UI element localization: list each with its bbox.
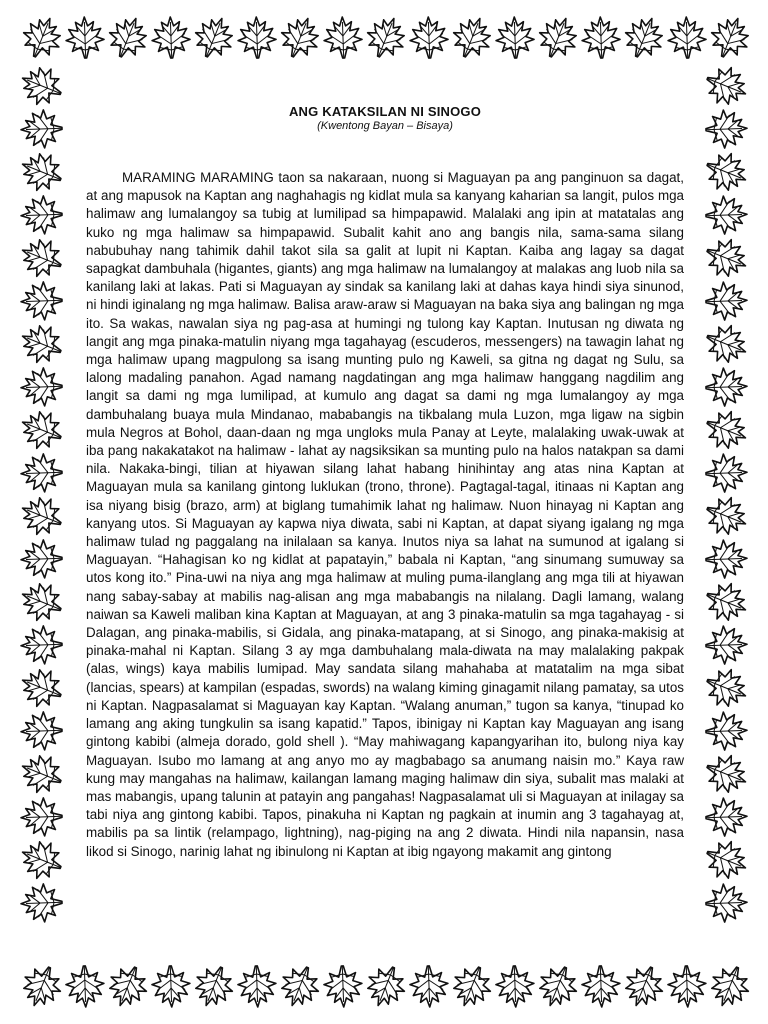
maple-leaf-icon [447,962,498,1010]
maple-leaf-icon [18,835,66,886]
maple-leaf-icon [189,14,240,62]
maple-leaf-icon [20,883,62,922]
maple-leaf-icon [705,195,747,234]
document-title: ANG KATAKSILAN NI SINOGO [288,104,482,119]
maple-leaf-icon [705,711,747,750]
maple-leaf-icon [323,965,362,1007]
maple-leaf-icon [409,16,448,58]
maple-leaf-icon [702,835,750,886]
maple-leaf-icon [581,965,620,1007]
maple-leaf-icon [702,663,750,714]
maple-leaf-icon [20,711,62,750]
maple-leaf-icon [103,14,154,62]
maple-leaf-icon [20,625,62,664]
maple-leaf-icon [18,147,66,198]
maple-leaf-icon [18,62,66,111]
maple-leaf-icon [151,16,190,58]
maple-leaf-icon [533,14,584,62]
document-body: MARAMING MARAMING taon sa nakaraan, nuong si Maguayan pa ang panginuon sa dagat, at ang mapusok na Kaptan ang naghahagis ng kidlat mula sa kanyang kaharian sa langit, pulos mga halimaw ang lumalangoy sa tubig at lumilipad sa himpapawid. Malalaki ang ipin at matatalas ang kuko ng mga halimaw sa himpapawid. Subalit kahit ano ang bangis nila, sama-sama silang nabubuhay nang tahimik dahil takot sila sa galit at lupit ni Kaptan. Kaiba ang lagay sa dagat sapagkat dambuhala (higantes, giants) ang mga halimaw na lumalangoy at malakas ang luob nila sa kanilang laki at lakas. Pati si Maguayan ay sindak sa kanilang laki at dahas kaya hindi siya sinunod, ni hindi iginalang ng mga halimaw. Balisa araw-araw si Maguayan na baka siya ang balingan ng mga ito. Sa wakas, nawalan siya ng pag-asa at humingi ng tulong kay Kaptan. Inutusan ng diwata ng langit ang mga pinaka-matulin niyang mga tagahayag (escuderos, messengers) na tawagin lahat ng mga halimaw upang magpulong sa isang munting pulo ng Kaweli, sa gitna ng dagat ng Sulu, sa lalong madaling panahon. Agad namang nagdatingan ang mga halimaw hanggang nagdilim ang langit sa dami ng mga lumilipad, at kumulo ang dagat sa dami ng mga lumalangoy ay mga dambuhalang buaya mula Mindanao, mababangis na tikbalang mula Luzon, mga ligaw na sigbin mula Negros at Bohol, daan-daan ng mga ungloks mula Panay at Leyte, malalaking uwak-uwak at iba pang nakakatakot na halimaw - lahat ay nagsiksikan sa munting pulo na halos natakpan sa dami nila. Nakaka-bingi, tilian at hiyawan silang lahat habang hinihintay ang atas nina Kaptan at Maguayan mula sa kanilang gintong luklukan (trono, throne). Pagtagal-tagal, itinaas ni Kaptan ang isa niyang bisig (brazo, arm) at biglang tumahimik lahat ng halimaw. Nuon hinayag ni Kaptan ang kanyang utos. Si Maguayan ay kapwa niya diwata, sabi ni Kaptan, at dapat siyang igalang ng mga halimaw tulad ng paggalang na inilalaan sa kanya. Inutos niya sa lahat na sumunod at igalang si Maguayan. “Hahagisan ko ng kidlat at papatayin,” babala ni Kaptan, “ang sinumang sumuway sa utos kong ito.” Pina-uwi na niya ang mga halimaw at muling puma-ilanglang ang mga tili at hiyawan nang sabay-sabay at mabilis nag-alisan ang mga mababangis na nilalang. Dagli lamang, walang naiwan sa Kaweli maliban kina Kaptan at Maguayan, at ang 3 pinaka-matulin sa mga tagahayag - si Dalagan, ang pinaka-mabilis, si Gidala, ang pinaka-matapang, at si Sinogo, ang pinaka-makisig at pinaka-mahal ni Kaptan. Silang 3 ay mga dambuhalang mala-diwata na may malalaking pakpak (alas, wings) kaya mabilis lumipad. May sandata silang mahahaba at matatalim na mga sibat (lancias, spears) at kampilan (espadas, swords) na walang kiming ginagamit nilang pamatay, sa utos ni Kaptan. Nagpasalamat si Maguayan kay Kaptan. “Walang anuman,” tugon sa kanya, “tinupad ko lamang ang aking tungkulin sa isang kapatid.” Tapos, ibinigay ni Kaptan kay Maguayan ang isang gintong kabibi (almeja dorado, gold shell ). “May mahiwagang kapangyarihan ito, bulong niya kay Maguayan. Isubo mo lamang at ang anyo mo ay magbabago sa anumang naisin mo.” Kaya raw kung may mangahas na halimaw, kailangan lamang maging halimaw din siya, subalit mas malaki at mas mabangis, upang talunin at patayin ang pangahas! Nagpasalamat uli si Maguayan at inilagay sa tabi niya ang gintong kabibi. Tapos, pinakuha ni Kaptan ng pagkain at inumin ang 3 tagahayag at, mabilis pa sa lintik (relampago, lightning), nag-piging na ang 2 diwata. Hindi nila napansin, nasa likod si Sinogo, narinig lahat ng ibinulong ni Kaptan at ibig ngayong makamit ang gintong [86,170,684,859]
maple-leaf-icon [667,965,706,1007]
document-content [86,104,684,874]
maple-leaf-icon [619,962,670,1010]
maple-leaf-icon [18,491,66,542]
maple-leaf-icon [361,14,412,62]
maple-leaf-icon [705,109,747,148]
maple-leaf-icon [65,16,104,58]
maple-leaf-icon [705,883,747,922]
maple-leaf-icon [18,663,66,714]
leaf-border-top [18,14,750,62]
maple-leaf-icon [619,14,670,62]
maple-leaf-icon [705,539,747,578]
maple-leaf-icon [18,319,66,370]
maple-leaf-icon [533,962,584,1010]
maple-leaf-icon [237,965,276,1007]
maple-leaf-icon [447,14,498,62]
leaf-border-right [702,62,750,962]
maple-leaf-icon [705,797,747,836]
maple-leaf-icon [275,962,326,1010]
maple-leaf-icon [705,367,747,406]
maple-leaf-icon [20,281,62,320]
maple-leaf-icon [65,965,104,1007]
leaf-border-left [18,62,66,962]
maple-leaf-icon [581,16,620,58]
maple-leaf-icon [20,109,62,148]
maple-leaf-icon [667,16,706,58]
maple-leaf-icon [275,14,326,62]
maple-leaf-icon [702,405,750,456]
maple-leaf-icon [103,962,154,1010]
maple-leaf-icon [18,577,66,628]
maple-leaf-icon [18,233,66,284]
maple-leaf-icon [20,367,62,406]
maple-leaf-icon [18,749,66,800]
maple-leaf-icon [702,491,750,542]
maple-leaf-icon [361,962,412,1010]
maple-leaf-icon [323,16,362,58]
maple-leaf-icon [20,195,62,234]
maple-leaf-icon [18,962,67,1010]
maple-leaf-icon [702,62,750,111]
maple-leaf-icon [705,625,747,664]
maple-leaf-icon [705,281,747,320]
maple-leaf-icon [237,16,276,58]
maple-leaf-icon [189,962,240,1010]
maple-leaf-icon [20,539,62,578]
maple-leaf-icon [702,749,750,800]
maple-leaf-icon [18,14,67,62]
maple-leaf-icon [702,577,750,628]
maple-leaf-icon [702,233,750,284]
maple-leaf-icon [20,797,62,836]
maple-leaf-icon [495,965,534,1007]
maple-leaf-icon [705,453,747,492]
maple-leaf-icon [18,405,66,456]
maple-leaf-icon [20,453,62,492]
maple-leaf-icon [495,16,534,58]
maple-leaf-icon [702,147,750,198]
maple-leaf-icon [705,962,750,1010]
maple-leaf-icon [151,965,190,1007]
maple-leaf-icon [702,319,750,370]
maple-leaf-icon [705,14,750,62]
document-subtitle: (Kwentong Bayan – Bisaya) [317,120,453,132]
leaf-border-bottom [18,962,750,1010]
maple-leaf-icon [409,965,448,1007]
